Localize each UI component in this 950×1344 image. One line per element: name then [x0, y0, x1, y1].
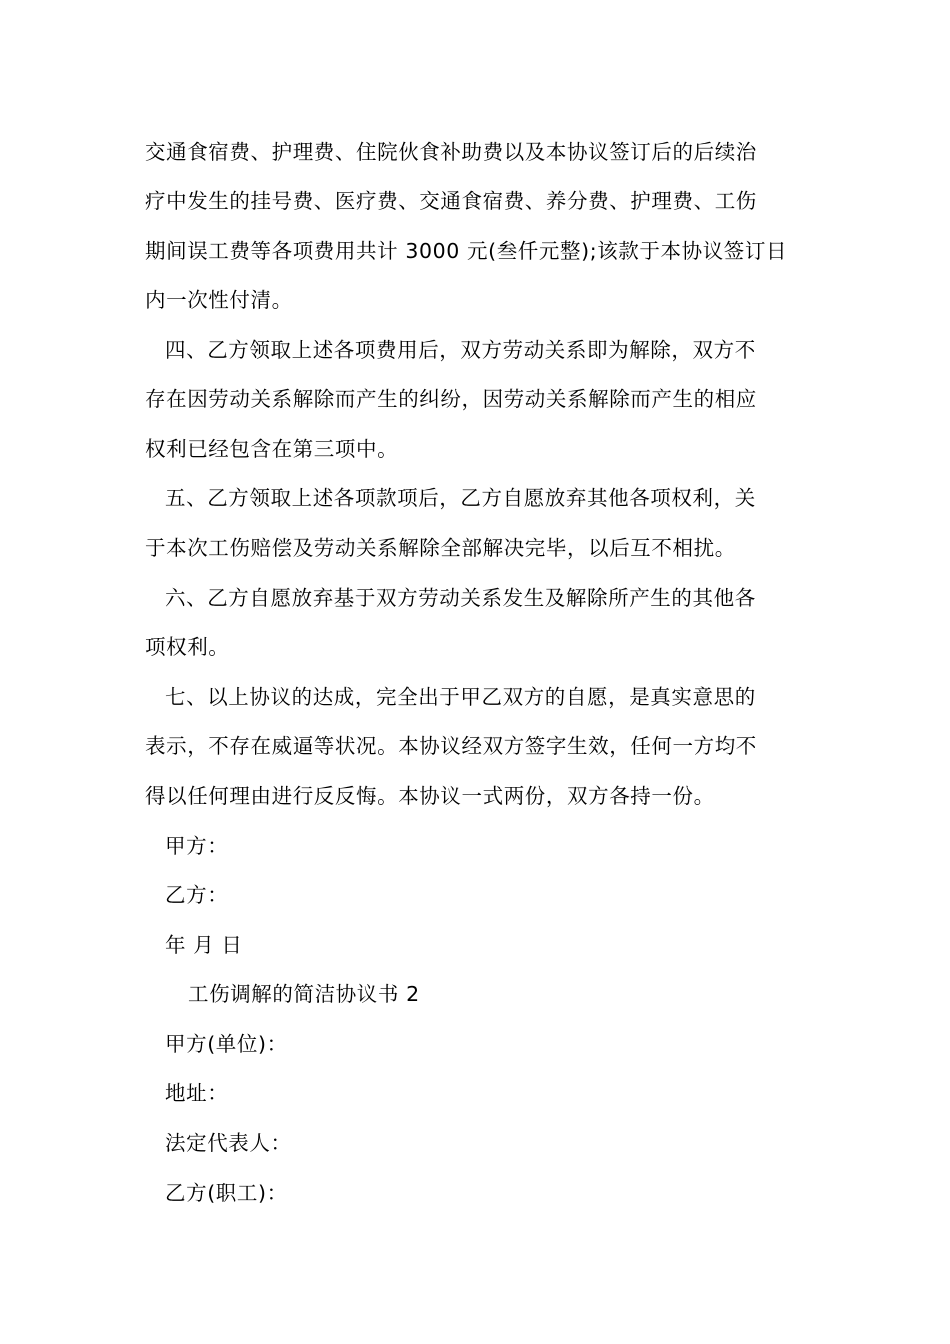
paragraph-line: 内一次性付清。: [145, 288, 293, 312]
paragraph-line: 项权利。: [145, 635, 230, 659]
paragraph-line: 存在因劳动关系解除而产生的纠纷，因劳动关系解除而产生的相应: [145, 387, 757, 411]
clause-six-line: 六、乙方自愿放弃基于双方劳动关系发生及解除所产生的其他各: [165, 586, 756, 610]
paragraph-line: 权利已经包含在第三项中。: [145, 437, 399, 461]
legal-representative-label: 法定代表人：: [165, 1131, 292, 1155]
party-b-employee-label: 乙方(职工)：: [165, 1181, 288, 1205]
party-b-label: 乙方：: [165, 883, 229, 907]
paragraph-line: 于本次工伤赔偿及劳动关系解除全部解决完毕，以后互不相扰。: [145, 536, 736, 560]
clause-five-line: 五、乙方领取上述各项款项后，乙方自愿放弃其他各项权利，关: [165, 486, 756, 510]
paragraph-line: 期间误工费等各项费用共计 3000 元(叁仟元整);该款于本协议签订日: [145, 239, 788, 263]
paragraph-line: 表示，不存在威逼等状况。本协议经双方签字生效，任何一方均不: [145, 734, 757, 758]
agreement-title: 工伤调解的简洁协议书 2: [188, 982, 420, 1006]
party-a-label: 甲方：: [165, 834, 229, 858]
address-label: 地址：: [165, 1081, 229, 1105]
clause-seven-line: 七、以上协议的达成，完全出于甲乙双方的自愿，是真实意思的: [165, 685, 756, 709]
paragraph-line: 交通食宿费、护理费、住院伙食补助费以及本协议签订后的后续治: [145, 140, 757, 164]
clause-four-line: 四、乙方领取上述各项费用后，双方劳动关系即为解除，双方不: [165, 338, 756, 362]
date-line: 年 月 日: [165, 933, 243, 957]
paragraph-line: 疗中发生的挂号费、医疗费、交通食宿费、养分费、护理费、工伤: [145, 189, 757, 213]
paragraph-line: 得以任何理由进行反反悔。本协议一式两份，双方各持一份。: [145, 784, 715, 808]
party-a-unit-label: 甲方(单位)：: [165, 1032, 288, 1056]
